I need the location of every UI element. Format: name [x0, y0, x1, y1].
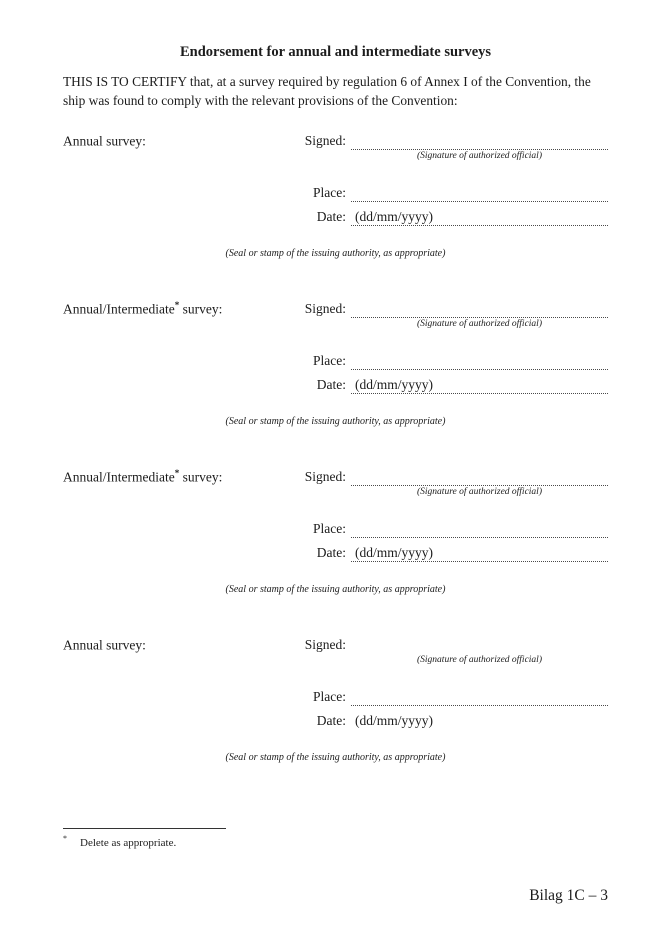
signature-caption: (Signature of authorized official): [417, 151, 542, 161]
survey-type-suffix: survey:: [179, 469, 223, 484]
footnote-marker: *: [63, 834, 67, 843]
signature-caption: (Signature of authorized official): [417, 319, 542, 329]
footnote-body: Delete as appropriate.: [80, 836, 177, 849]
place-row: [300, 688, 608, 706]
place-line: [351, 352, 608, 370]
date-row: [300, 376, 608, 394]
date-label: Date:: [316, 545, 346, 560]
survey-block-intermediate-1: [63, 300, 608, 428]
date-label: Date:: [316, 713, 346, 728]
signed-label: Signed:: [304, 469, 346, 484]
signed-label: Signed:: [304, 637, 346, 652]
asterisk-marker: *: [174, 299, 180, 310]
date-row: [300, 712, 608, 730]
seal-caption: (Seal or stamp of the issuing authority, as appropriate): [225, 584, 446, 595]
signed-line: [351, 468, 608, 486]
date-line: [351, 712, 608, 730]
date-label: Date:: [316, 209, 346, 224]
place-label: Place:: [313, 521, 346, 536]
date-line: [351, 208, 608, 226]
page-title: Endorsement for annual and intermediate surveys: [179, 44, 492, 60]
date-format-hint: (dd/mm/yyyy): [355, 713, 433, 728]
date-line: [351, 544, 608, 562]
date-format-hint: (dd/mm/yyyy): [355, 209, 433, 224]
survey-type-label: [63, 464, 300, 487]
place-label: Place:: [313, 689, 346, 704]
survey-block-annual-2: [63, 636, 608, 764]
place-label: Place:: [313, 185, 346, 200]
certify-paragraph: THIS IS TO CERTIFY that, at a survey required by regulation 6 of Annex I of the Convention, the ship was found to comply with the relevant provisions of the Convention:: [63, 74, 591, 108]
place-row: [300, 352, 608, 370]
signed-row: [63, 132, 608, 150]
signature-caption: (Signature of authorized official): [417, 655, 542, 665]
survey-type-text: Annual survey:: [63, 637, 146, 652]
seal-caption: (Seal or stamp of the issuing authority, as appropriate): [225, 248, 446, 259]
survey-type-label: [63, 632, 300, 655]
date-label: Date:: [316, 377, 346, 392]
seal-caption: (Seal or stamp of the issuing authority, as appropriate): [225, 752, 446, 763]
place-line: [351, 520, 608, 538]
date-row: [300, 208, 608, 226]
date-format-hint: (dd/mm/yyyy): [355, 377, 433, 392]
survey-type-suffix: survey:: [179, 301, 223, 316]
survey-type-label: [63, 296, 300, 319]
survey-block-intermediate-2: [63, 468, 608, 596]
footnote: [63, 828, 608, 850]
survey-type-text: Annual/Intermediate: [63, 301, 175, 316]
signed-row: [63, 468, 608, 486]
signed-row: [63, 636, 608, 654]
place-line: [351, 184, 608, 202]
survey-block-annual-1: [63, 132, 608, 260]
page-number: Bilag 1C – 3: [529, 886, 608, 904]
date-line: [351, 376, 608, 394]
date-row: [300, 544, 608, 562]
date-format-hint: (dd/mm/yyyy): [355, 545, 433, 560]
signed-label: Signed:: [304, 301, 346, 316]
place-row: [300, 520, 608, 538]
signed-line: [351, 132, 608, 150]
footnote-text: [63, 832, 608, 850]
survey-type-label: [63, 128, 300, 151]
asterisk-marker: *: [174, 467, 180, 478]
signed-line: [351, 300, 608, 318]
signed-line: [351, 636, 608, 654]
footnote-rule: [63, 828, 226, 829]
survey-type-text: Annual/Intermediate: [63, 469, 175, 484]
place-row: [300, 184, 608, 202]
signed-label: Signed:: [304, 133, 346, 148]
signature-caption: (Signature of authorized official): [417, 487, 542, 497]
survey-type-text: Annual survey:: [63, 133, 146, 148]
signed-row: [63, 300, 608, 318]
place-label: Place:: [313, 353, 346, 368]
seal-caption: (Seal or stamp of the issuing authority, as appropriate): [225, 416, 446, 427]
place-line: [351, 688, 608, 706]
